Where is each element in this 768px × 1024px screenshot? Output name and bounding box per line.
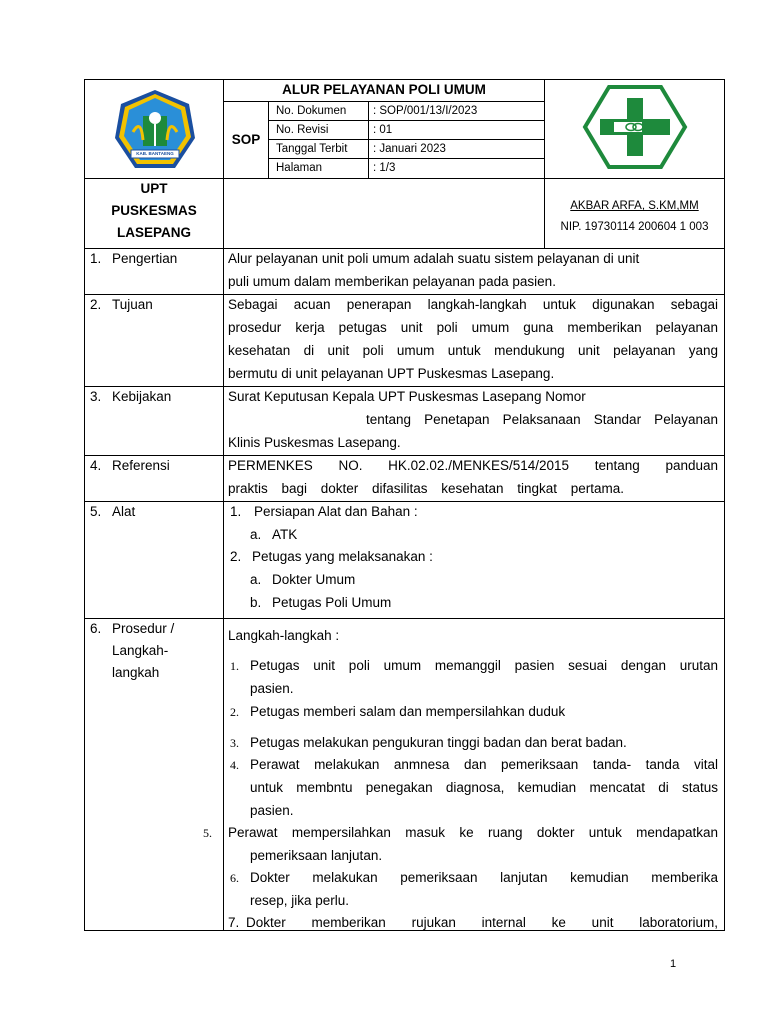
step-line: pasien. [250,681,294,696]
step-number: 7. [228,915,240,930]
tujuan-line: Sebagai acuan penerapan langkah-langkah untuk digunakan sebagai [228,297,718,312]
health-cross-icon [582,84,688,170]
step-line: Dokter melakukan pemeriksaan lanjutan kemudian memberika [250,870,718,885]
alat-item-number: 2. [230,549,242,564]
field-label-halaman: Halaman [276,162,323,174]
kebijakan-line: Surat Keputusan Kepala UPT Puskesmas Lasepang Nomor [228,389,586,404]
alat-item-text: Persiapan Alat dan Bahan : [254,504,418,519]
section-label: langkah [112,665,160,680]
step-line: pemeriksaan lanjutan. [250,848,383,863]
step-line: Petugas memberi salam dan mempersilahkan duduk [250,704,566,719]
alat-subitem-text: ATK [272,527,298,542]
prosedur-intro: Langkah-langkah : [228,628,340,643]
signer-name: AKBAR ARFA, S.KM,MM [570,200,699,212]
pengertian-line: puli umum dalam memberikan pelayanan pada pasien. [228,274,556,289]
step-number: 5. [203,826,212,840]
regency-logo [113,88,197,172]
alat-subitem-letter: b. [250,595,262,610]
referensi-line: PERMENKES NO. HK.02.02./MENKES/514/2015 tentang panduan [228,458,718,473]
section-number: 6. [90,621,102,636]
field-value-tanggal-terbit: : Januari 2023 [373,143,446,155]
regency-emblem-icon [113,88,197,172]
step-number: 2. [230,705,239,719]
alat-item-text: Petugas yang melaksanakan : [252,549,433,564]
tujuan-line: kesehatan di unit poli umum untuk mendukung unit pelayanan yang [228,343,718,358]
field-value-no-dokumen: : SOP/001/13/I/2023 [373,105,478,117]
puskesmas-logo [582,84,688,170]
section-label: Kebijakan [112,389,172,404]
step-number: 4. [230,758,239,772]
section-number: 2. [90,297,102,312]
kebijakan-line: Klinis Puskesmas Lasepang. [228,435,401,450]
signer-nip: NIP. 19730114 200604 1 003 [560,221,709,233]
field-label-no-revisi: No. Revisi [276,124,329,136]
step-line: pasien. [250,803,294,818]
step-line: Perawat mempersilahkan masuk ke ruang dokter untuk mendapatkan [228,825,718,840]
section-label: Alat [112,504,136,519]
alat-subitem-text: Petugas Poli Umum [272,595,392,610]
org-name-line-3: LASEPANG [116,225,191,240]
step-number: 3. [230,736,239,750]
section-number: 3. [90,389,102,404]
step-line: Petugas melakukan pengukuran tinggi badan dan berat badan. [250,735,627,750]
step-number: 1. [230,659,239,673]
step-line: Dokter memberikan rujukan internal ke unit laboratorium, [246,915,718,930]
section-label: Langkah- [112,643,169,658]
sop-label: SOP [231,132,261,147]
referensi-line: praktis bagi dokter difasilitas kesehatan tingkat pertama. [228,481,624,496]
pengertian-line: Alur pelayanan unit poli umum adalah suatu sistem pelayanan di unit [228,251,640,266]
org-name-line-2: PUSKESMAS [111,203,197,218]
tujuan-line: prosedur kerja petugas unit poli umum guna memberikan pelayanan [228,320,718,335]
step-line: untuk membntu penegakan diagnosa, kemudian mencatat di status [250,780,718,795]
field-value-no-revisi: : 01 [373,124,393,136]
field-label-no-dokumen: No. Dokumen [276,105,347,117]
step-line: Perawat melakukan anmnesa dan pemeriksaan tanda- tanda vital [250,757,718,772]
step-line: resep, jika perlu. [250,893,350,908]
alat-subitem-letter: a. [250,572,262,587]
page-number: 1 [670,958,677,970]
section-number: 4. [90,458,102,473]
section-label: Referensi [112,458,170,473]
kebijakan-line: tentang Penetapan Pelaksanaan Standar Pelayanan [366,412,718,427]
section-label: Tujuan [112,297,153,312]
alat-item-number: 1. [230,504,242,519]
section-number: 1. [90,251,102,266]
step-line: Petugas unit poli umum memanggil pasien sesuai dengan urutan [250,658,718,673]
section-label: Pengertian [112,251,178,266]
tujuan-line: bermutu di unit pelayanan UPT Puskesmas Lasepang. [228,366,555,381]
field-label-tanggal-terbit: Tanggal Terbit [276,143,348,155]
section-label: Prosedur / [112,621,175,636]
field-value-halaman: : 1/3 [373,162,396,174]
alat-subitem-letter: a. [250,527,262,542]
document-title: ALUR PELAYANAN POLI UMUM [282,82,486,97]
logo-caption: KAB. BANTAENG [136,151,174,156]
section-number: 5. [90,504,102,519]
org-name-line-1: UPT [140,181,168,196]
alat-subitem-text: Dokter Umum [272,572,356,587]
step-number: 6. [230,871,239,885]
